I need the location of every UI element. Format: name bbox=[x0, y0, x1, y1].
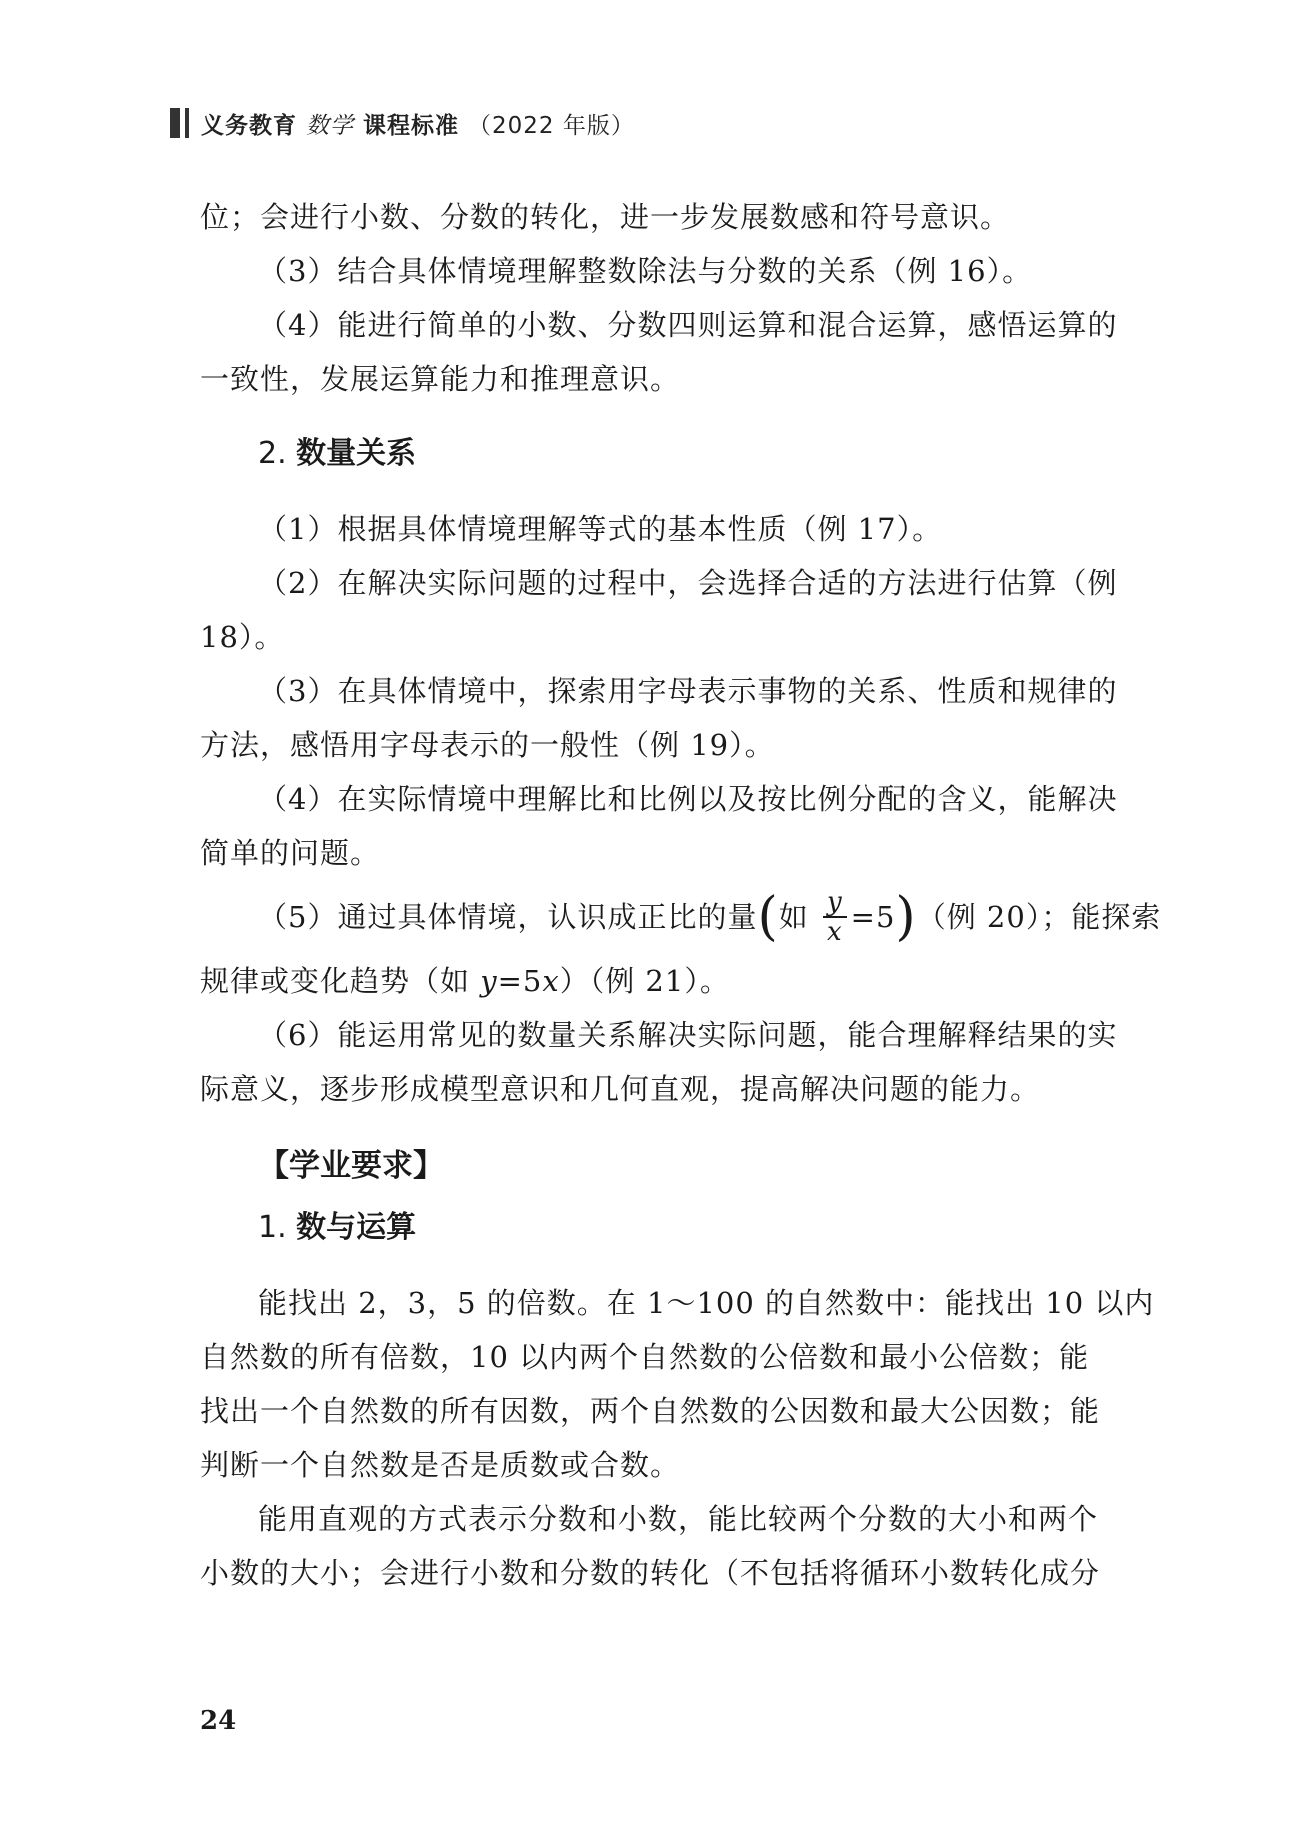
section-title-academic-requirements: 【学业要求】 bbox=[258, 1148, 444, 1184]
text-line: （3）结合具体情境理解整数除法与分数的关系（例 16）。 bbox=[258, 254, 1033, 288]
text-line: （6）能运用常见的数量关系解决实际问题，能合理解释结果的实 bbox=[258, 1018, 1118, 1052]
header-bars-decoration bbox=[170, 108, 189, 138]
body-text bbox=[200, 190, 1162, 1600]
fraction-y-over-x: $\frac{y}{x}$ bbox=[823, 888, 847, 946]
running-header bbox=[170, 106, 635, 140]
subsection-heading-number: 1. 数与运算 bbox=[258, 1210, 417, 1245]
subsection-heading-quantity: 2. 数量关系 bbox=[258, 436, 417, 471]
text-line: 简单的问题。 bbox=[200, 836, 381, 870]
formula-line: （5）通过具体情境，认识成正比的量 ( 如 $\frac{y}{x}$ =5 ) （例 20）；能探索 bbox=[258, 887, 1162, 947]
text-line: 自然数的所有倍数，10 以内两个自然数的公倍数和最小公倍数；能 bbox=[200, 1340, 1090, 1374]
text-line: （1）根据具体情境理解等式的基本性质（例 17）。 bbox=[258, 512, 943, 546]
text-line: 位；会进行小数、分数的转化，进一步发展数感和符号意识。 bbox=[200, 200, 1011, 234]
text-line: 找出一个自然数的所有因数，两个自然数的公因数和最大公因数；能 bbox=[200, 1394, 1101, 1428]
text-line: 小数的大小；会进行小数和分数的转化（不包括将循环小数转化成分 bbox=[200, 1556, 1101, 1590]
text-line: 际意义，逐步形成模型意识和几何直观，提高解决问题的能力。 bbox=[200, 1072, 1041, 1106]
text-line: 方法，感悟用字母表示的一般性（例 19）。 bbox=[200, 728, 775, 762]
text-line: 规律或变化趋势（如 y=5x）（例 21）。 bbox=[200, 964, 730, 998]
text-line: 判断一个自然数是否是质数或合数。 bbox=[200, 1448, 681, 1482]
page-number: 24 bbox=[200, 1706, 237, 1736]
text-line: （2）在解决实际问题的过程中，会选择合适的方法进行估算（例 bbox=[258, 566, 1118, 600]
text-line: 一致性，发展运算能力和推理意识。 bbox=[200, 362, 681, 396]
text-line: （4）在实际情境中理解比和比例以及按比例分配的含义，能解决 bbox=[258, 782, 1118, 816]
text-line: 18）。 bbox=[200, 620, 285, 654]
text-line: 能用直观的方式表示分数和小数，能比较两个分数的大小和两个 bbox=[258, 1502, 1099, 1536]
text-line: 能找出 2，3，5 的倍数。在 1～100 的自然数中：能找出 10 以内 bbox=[258, 1286, 1155, 1320]
header-title: 义务教育 数学 课程标准 （2022 年版） bbox=[201, 112, 635, 139]
text-line: （4）能进行简单的小数、分数四则运算和混合运算，感悟运算的 bbox=[258, 308, 1118, 342]
text-line: （3）在具体情境中，探索用字母表示事物的关系、性质和规律的 bbox=[258, 674, 1118, 708]
